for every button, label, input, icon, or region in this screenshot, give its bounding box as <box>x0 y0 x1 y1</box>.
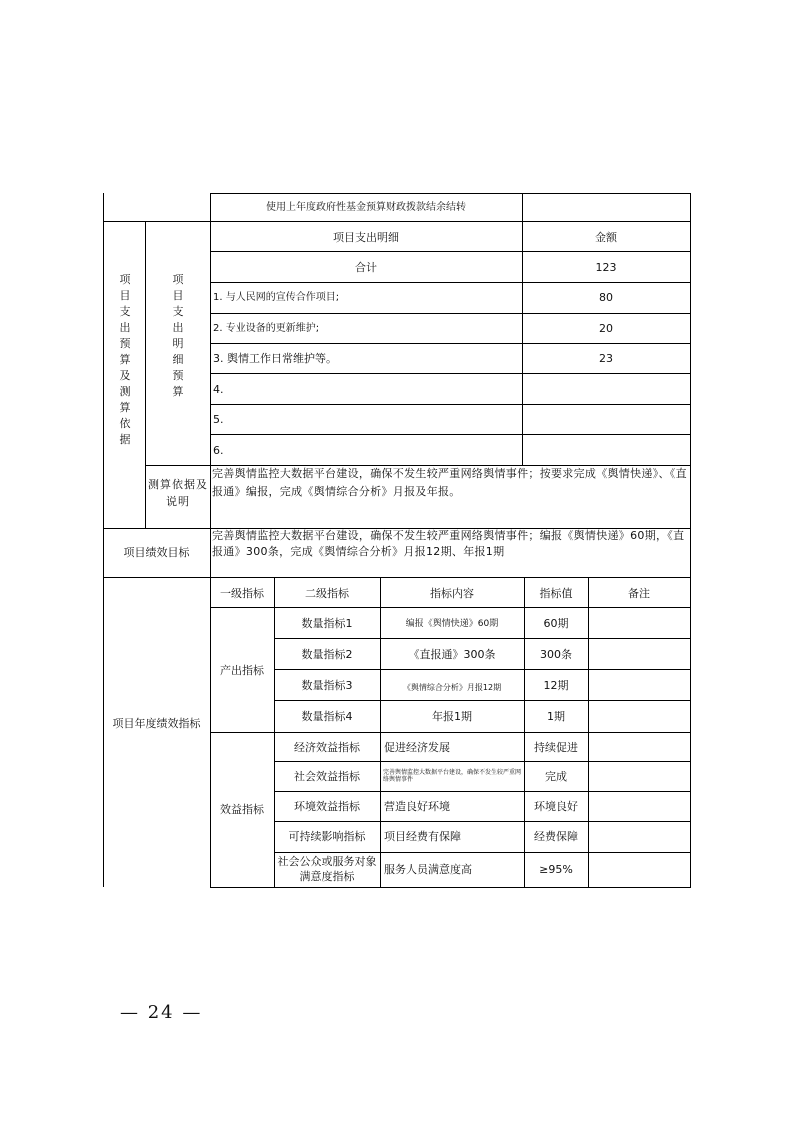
header-note: 备注 <box>628 587 650 600</box>
output-content: 编报《舆情快递》60期 <box>405 619 499 629</box>
output-value: 300条 <box>540 648 572 661</box>
budget-outer-label: 项目支出预算及测算依据 <box>119 273 131 446</box>
header-level1: 一级指标 <box>220 587 264 600</box>
header-content: 指标内容 <box>430 587 474 600</box>
effect-value: ≥95% <box>539 863 573 876</box>
header-value: 指标值 <box>539 587 573 600</box>
budget-item-text: 6. <box>213 444 224 457</box>
budget-item-amount: 20 <box>599 322 613 335</box>
effect-value: 持续促进 <box>534 741 578 754</box>
effect-l2: 可持续影响指标 <box>288 830 366 843</box>
budget-item-text: 5. <box>213 413 224 426</box>
budget-item-text: 2. 专业设备的更新维护; <box>213 323 320 334</box>
effect-l2: 社会效益指标 <box>294 770 360 783</box>
output-l2: 数量指标3 <box>301 679 353 692</box>
output-value: 12期 <box>543 679 569 692</box>
budget-item-amount: 80 <box>599 291 613 304</box>
effect-l2: 社会公众或服务对象满意度指标 <box>277 855 377 883</box>
output-value: 1期 <box>547 710 565 723</box>
effect-l2: 环境效益指标 <box>294 800 360 813</box>
fund-source-text: 使用上年度政府性基金预算财政拨款结余结转 <box>266 202 466 213</box>
output-l2: 数量指标2 <box>301 648 353 661</box>
goal-label: 项目绩效目标 <box>123 546 190 559</box>
total-value: 123 <box>595 261 617 274</box>
effect-content: 营造良好环境 <box>384 800 450 813</box>
budget-item-text: 4. <box>213 383 224 396</box>
output-content: 《舆情综合分析》月报12期 <box>402 683 502 692</box>
basis-text: 完善舆情监控大数据平台建设，确保不发生较严重网络舆情事件；按要求完成《舆情快递》、《直报通》编报，完成《舆情综合分析》月报及年报。 <box>212 467 687 498</box>
detail-column-header: 项目支出明细 <box>333 231 399 244</box>
page-number: — 24 — <box>120 1002 203 1023</box>
output-value: 60期 <box>543 617 569 630</box>
budget-item-amount: 23 <box>599 352 613 365</box>
budget-inner-label: 项目支出明细预算 <box>172 273 184 398</box>
output-content: 年报1期 <box>432 710 472 723</box>
amount-column-header: 金额 <box>595 231 617 244</box>
effect-value: 完成 <box>545 770 567 783</box>
budget-item-text: 1. 与人民网的宣传合作项目; <box>213 292 340 303</box>
output-l2: 数量指标4 <box>301 710 353 723</box>
effect-indicator-label: 效益指标 <box>220 803 264 816</box>
output-indicator-label: 产出指标 <box>220 664 264 677</box>
budget-item-text: 3. 舆情工作日常维护等。 <box>213 352 337 365</box>
header-level2: 二级指标 <box>305 587 349 600</box>
output-l2: 数量指标1 <box>301 617 353 630</box>
basis-label: 测算依据及说明 <box>148 478 208 508</box>
effect-content: 促进经济发展 <box>384 741 450 754</box>
output-content: 《直报通》300条 <box>408 648 496 661</box>
effect-l2: 经济效益指标 <box>294 741 360 754</box>
indicators-label: 项目年度绩效指标 <box>112 717 201 730</box>
goal-text: 完善舆情监控大数据平台建设，确保不发生较严重网络舆情事件；编报《舆情快递》60期，《直报通》300条，完成《舆情综合分析》月报12期、年报1期 <box>212 529 685 558</box>
total-label: 合计 <box>355 261 377 274</box>
effect-content: 完善舆情监控大数据平台建设，确保不发生较严重网络舆情事件 <box>383 769 522 783</box>
effect-content: 项目经费有保障 <box>384 830 461 843</box>
effect-value: 经费保障 <box>534 830 578 843</box>
effect-content: 服务人员满意度高 <box>384 863 472 876</box>
effect-value: 环境良好 <box>534 800 578 813</box>
